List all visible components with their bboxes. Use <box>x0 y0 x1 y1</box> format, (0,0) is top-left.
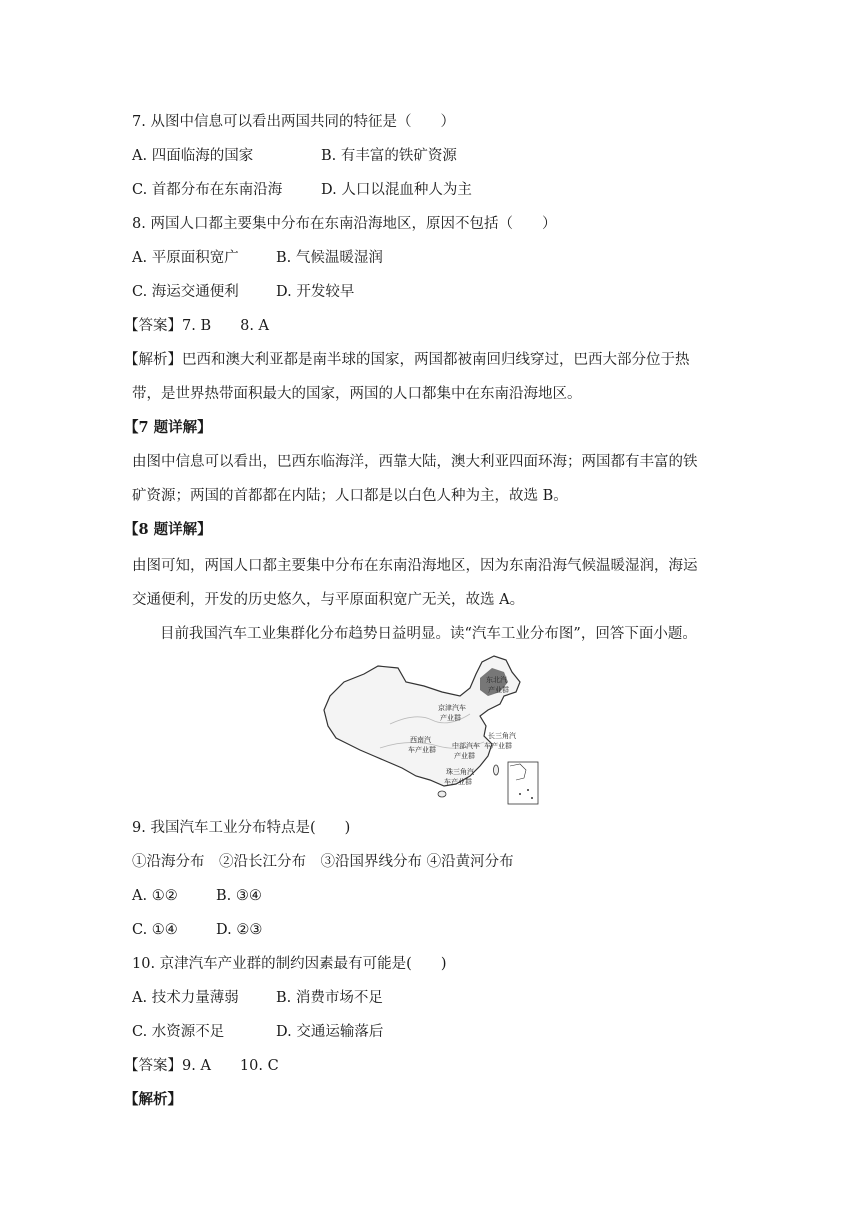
label-jingjin-2: 产业群 <box>440 714 461 722</box>
label-central-1: 中部汽车 <box>452 742 480 750</box>
q7-option-d: D. 人口以混血种人为主 <box>321 182 472 198</box>
analysis-text-2: 带，是世界热带面积最大的国家，两国的人口都集中在东南沿海地区。 <box>132 386 582 402</box>
detail-8-text-2: 交通便利，开发的历史悠久，与平原面积宽广无关，故选 A。 <box>132 592 525 608</box>
label-southwest-1: 西南汽 <box>410 736 431 744</box>
south-sea-inset <box>508 762 538 804</box>
q9-option-c: C. ①④ <box>132 922 178 938</box>
label-yangtze-2: 车产业群 <box>484 742 512 750</box>
q7-option-c: C. 首都分布在东南沿海 <box>132 182 283 198</box>
q10-stem: 10. 京津汽车产业群的制约因素最有可能是( ) <box>132 956 447 972</box>
q7-stem: 7. 从图中信息可以看出两国共同的特征是（ ） <box>132 114 455 130</box>
q8-option-d: D. 开发较早 <box>276 284 355 300</box>
q8-option-b: B. 气候温暖湿润 <box>276 250 383 266</box>
q8-option-c: C. 海运交通便利 <box>132 284 239 300</box>
label-northeast-2: 产业群 <box>488 686 509 694</box>
taiwan-island <box>494 765 499 775</box>
q7-option-a: A. 四面临海的国家 <box>132 148 254 164</box>
inset-islands <box>519 793 521 795</box>
detail-8-text-1: 由图可知，两国人口都主要集中分布在东南沿海地区，因为东南沿海气候温暖湿润，海运 <box>132 558 698 574</box>
label-yangtze-1: 长三角汽 <box>488 732 516 740</box>
detail-7-text-1: 由图中信息可以看出，巴西东临海洋，西靠大陆，澳大利亚四面环海；两国都有丰富的铁 <box>132 454 698 470</box>
china-auto-industry-map <box>320 652 542 808</box>
q9-choices: ①沿海分布 ②沿长江分布 ③沿国界线分布 ④沿黄河分布 <box>132 854 514 870</box>
q10-option-d: D. 交通运输落后 <box>276 1024 384 1040</box>
detail-7-text-2: 矿资源；两国的首都都在内陆；人口都是以白色人种为主，故选 B。 <box>132 488 568 504</box>
q10-option-c: C. 水资源不足 <box>132 1024 225 1040</box>
q8-stem: 8. 两国人口都主要集中分布在东南沿海地区，原因不包括（ ） <box>132 216 557 232</box>
analysis-text-1: 巴西和澳大利亚都是南半球的国家，两国都被南回归线穿过，巴西大部分位于热 <box>182 352 690 368</box>
detail-8-title: 【8 题详解】 <box>124 521 212 538</box>
inset-islands <box>527 789 529 791</box>
analysis-9-10-title: 【解析】 <box>124 1091 182 1108</box>
label-northeast-1: 东北汽 <box>486 676 507 684</box>
q10-option-b: B. 消费市场不足 <box>276 990 383 1006</box>
section-intro: 目前我国汽车工业集群化分布趋势日益明显。读“汽车工业分布图”，回答下面小题。 <box>160 626 697 642</box>
label-central-2: 产业群 <box>454 752 475 760</box>
analysis-7-8 <box>124 350 690 370</box>
q8-option-a: A. 平原面积宽广 <box>132 250 239 266</box>
label-southwest-2: 车产业群 <box>408 746 436 754</box>
q9-option-d: D. ②③ <box>216 922 263 938</box>
answer-9-10: 【答案】9. A 10. C <box>124 1058 279 1074</box>
inset-islands <box>531 797 533 799</box>
q9-stem: 9. 我国汽车工业分布特点是( ) <box>132 820 351 836</box>
detail-7-title: 【7 题详解】 <box>124 419 212 436</box>
q9-option-a: A. ①② <box>132 888 178 904</box>
label-pearl-1: 珠三角汽 <box>446 768 474 776</box>
label-pearl-2: 车产业群 <box>444 778 472 786</box>
label-jingjin-1: 京津汽车 <box>438 704 466 712</box>
q10-option-a: A. 技术力量薄弱 <box>132 990 239 1006</box>
china-map-svg <box>320 652 542 808</box>
q7-option-b: B. 有丰富的铁矿资源 <box>321 148 457 164</box>
answer-7-8: 【答案】7. B 8. A <box>124 318 270 334</box>
hainan-island <box>438 791 446 797</box>
analysis-title: 【解析】 <box>124 352 182 368</box>
q9-option-b: B. ③④ <box>216 888 262 904</box>
